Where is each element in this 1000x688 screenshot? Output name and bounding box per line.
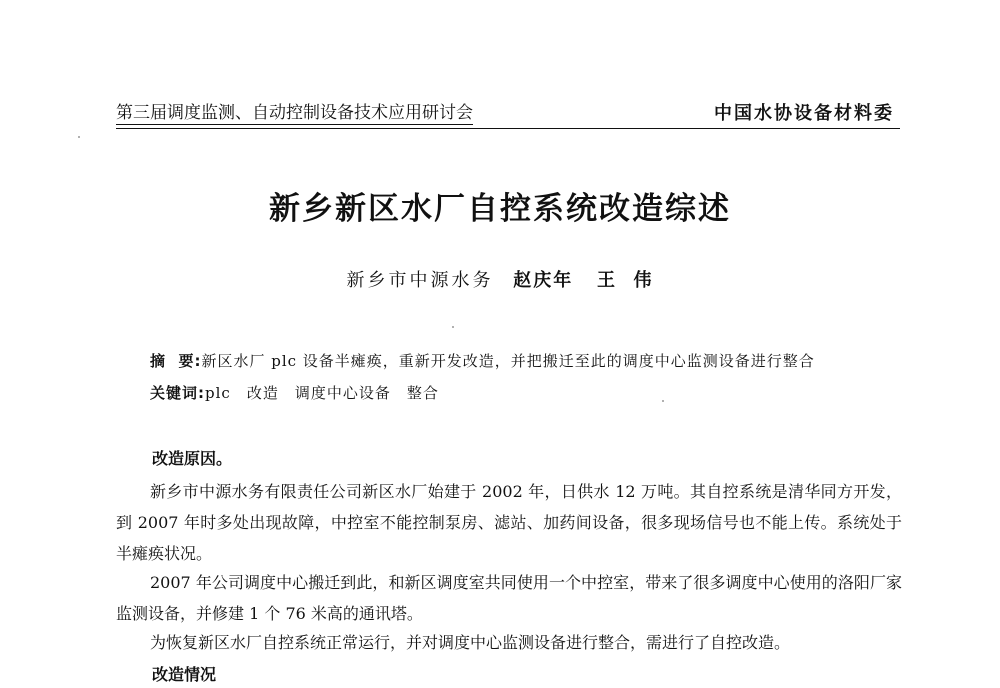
author-affiliation: 新乡市中源水务 bbox=[346, 270, 494, 291]
abstract bbox=[150, 350, 815, 371]
abstract-label: 摘 要: bbox=[150, 352, 202, 370]
keyword: 改造 bbox=[246, 384, 279, 402]
running-header bbox=[116, 100, 900, 129]
paper-title: 新乡新区水厂自控系统改造综述 bbox=[269, 191, 731, 227]
body-paragraph: 为恢复新区水厂自控系统正常运行，并对调度中心监测设备进行整合，需进行了自控改造。 bbox=[150, 633, 791, 652]
abstract-text: 新区水厂 plc 设备半瘫痪，重新开发改造，并把搬迁至此的调度中心监测设备进行整合 bbox=[201, 352, 815, 370]
body-paragraph: 新乡市中源水务有限责任公司新区水厂始建于 2002 年，日供水 12 万吨。其自控系统是清华同方开发，到 2007 年时多处出现故障，中控室不能控制泵房、滤站、加药间设备，很多现场信号也不能上传。系统处于半瘫痪状况。 bbox=[116, 482, 902, 563]
body-paragraph: 2007 年公司调度中心搬迁到此，和新区调度室共同使用一个中控室，带来了很多调度中心使用的洛阳厂家监测设备，并修建 1 个 76 米高的通讯塔。 bbox=[116, 573, 902, 623]
author-name: 王 伟 bbox=[596, 270, 654, 291]
keywords-label: 关键词: bbox=[150, 384, 205, 402]
keyword: 调度中心设备 bbox=[294, 384, 391, 402]
organization-name: 中国水协设备材料委 bbox=[714, 103, 894, 124]
byline bbox=[0, 266, 1000, 292]
scan-speck bbox=[662, 400, 664, 402]
scan-speck bbox=[452, 326, 454, 328]
keywords bbox=[150, 382, 455, 403]
conference-name: 第三届调度监测、自动控制设备技术应用研讨会 bbox=[116, 98, 473, 125]
scan-speck bbox=[78, 136, 80, 138]
section-heading-reason: 改造原因。 bbox=[152, 449, 233, 468]
section-heading-situation: 改造情况 bbox=[152, 665, 217, 684]
keyword: plc bbox=[205, 384, 231, 402]
keyword: 整合 bbox=[406, 384, 439, 402]
author-name: 赵庆年 bbox=[513, 270, 574, 291]
